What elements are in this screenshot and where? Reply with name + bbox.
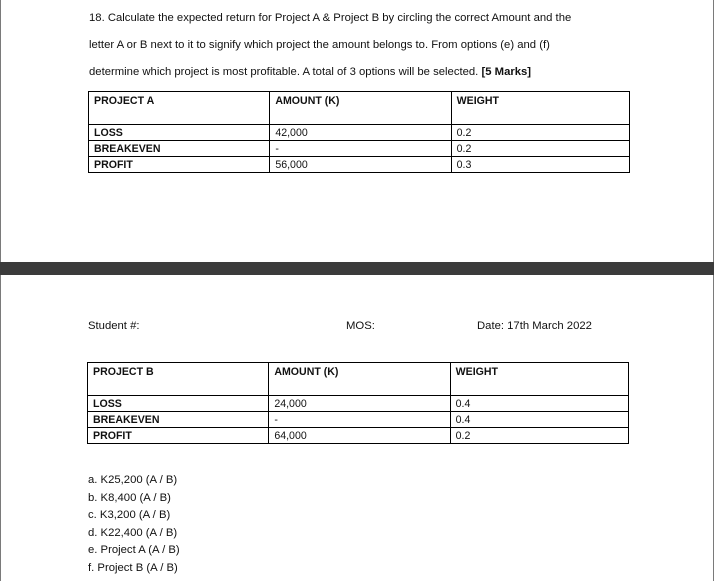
row-label: BREAKEVEN bbox=[89, 141, 270, 157]
question-line-3-text: determine which project is most profitable. A total of 3 options will be selected. bbox=[89, 66, 479, 78]
row-amount: - bbox=[270, 141, 451, 157]
table-row bbox=[88, 396, 629, 412]
page-one bbox=[0, 0, 714, 262]
table-row bbox=[88, 412, 629, 428]
header-project: PROJECT B bbox=[88, 363, 269, 396]
row-amount: 24,000 bbox=[269, 396, 450, 412]
row-label: BREAKEVEN bbox=[88, 412, 269, 428]
table-row bbox=[89, 157, 630, 173]
header-weight: WEIGHT bbox=[450, 363, 628, 396]
student-number-label: Student #: bbox=[88, 320, 140, 332]
option-b[interactable]: b. K8,400 (A / B) bbox=[88, 491, 171, 504]
table-row bbox=[89, 141, 630, 157]
project-b-table bbox=[87, 362, 629, 444]
row-weight: 0.2 bbox=[451, 141, 629, 157]
option-d[interactable]: d. K22,400 (A / B) bbox=[88, 526, 178, 539]
row-label: PROFIT bbox=[89, 157, 270, 173]
row-weight: 0.2 bbox=[450, 428, 628, 444]
row-label: LOSS bbox=[88, 396, 269, 412]
question-line-1: 18. Calculate the expected return for Project A & Project B by circling the correct Amount and the bbox=[89, 12, 572, 24]
mos-label: MOS: bbox=[346, 320, 375, 332]
row-amount: 56,000 bbox=[270, 157, 451, 173]
row-weight: 0.3 bbox=[451, 157, 629, 173]
page-separator bbox=[0, 262, 714, 275]
option-c[interactable]: c. K3,200 (A / B) bbox=[88, 509, 171, 521]
row-amount: 64,000 bbox=[269, 428, 450, 444]
table-row bbox=[88, 428, 629, 444]
row-weight: 0.4 bbox=[450, 396, 628, 412]
table-row bbox=[89, 125, 630, 141]
table-header-row bbox=[88, 363, 629, 396]
option-a[interactable]: a. K25,200 (A / B) bbox=[88, 474, 178, 486]
question-text bbox=[89, 6, 689, 87]
row-amount: - bbox=[269, 412, 450, 428]
row-weight: 0.2 bbox=[451, 125, 629, 141]
question-line-3 bbox=[89, 60, 689, 87]
question-line-2: letter A or B next to it to signify which project the amount belongs to. From options (e) and (f) bbox=[89, 39, 550, 51]
header-project: PROJECT A bbox=[89, 92, 270, 125]
date-label: Date: 17th March 2022 bbox=[477, 320, 592, 332]
table-header-row bbox=[89, 92, 630, 125]
header-amount: AMOUNT (K) bbox=[270, 92, 451, 125]
project-a-table bbox=[88, 91, 630, 173]
row-label: LOSS bbox=[89, 125, 270, 141]
answer-options bbox=[88, 472, 180, 577]
option-f[interactable]: f. Project B (A / B) bbox=[88, 561, 178, 574]
header-amount: AMOUNT (K) bbox=[269, 363, 450, 396]
option-e[interactable]: e. Project A (A / B) bbox=[88, 544, 180, 556]
header-weight: WEIGHT bbox=[451, 92, 629, 125]
row-weight: 0.4 bbox=[450, 412, 628, 428]
marks-label: [5 Marks] bbox=[481, 66, 532, 78]
row-amount: 42,000 bbox=[270, 125, 451, 141]
row-label: PROFIT bbox=[88, 428, 269, 444]
